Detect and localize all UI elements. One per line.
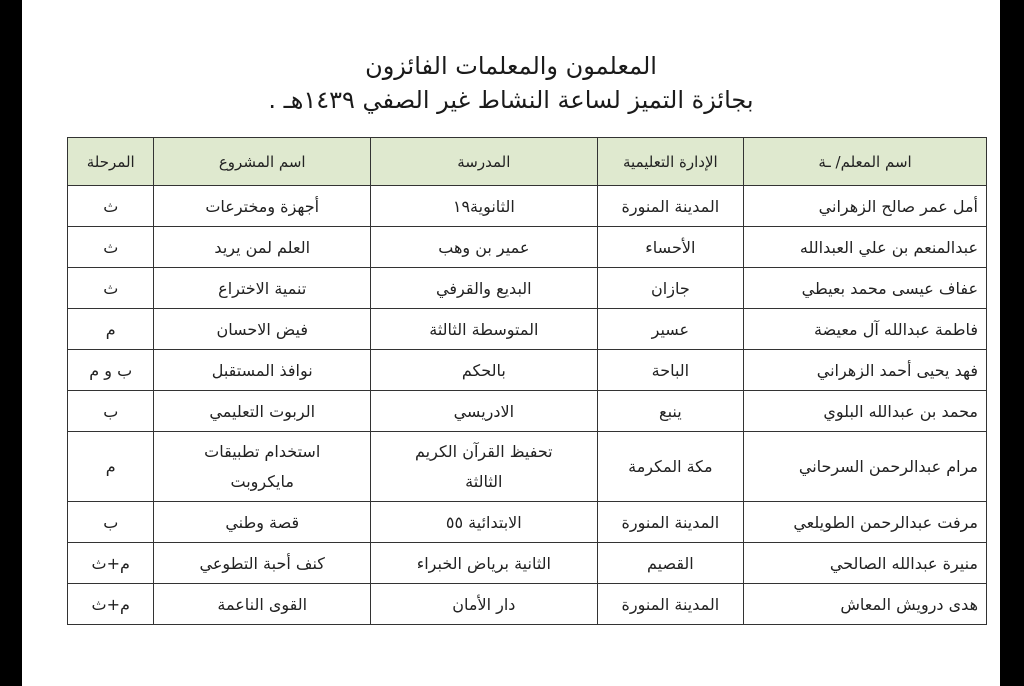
cell-name: هدى درويش المعاش	[744, 584, 987, 625]
table-row	[68, 502, 987, 543]
cell-project: أجهزة ومخترعات	[154, 186, 371, 227]
cell-admin: المدينة المنورة	[597, 584, 743, 625]
cell-project-line: مايكروبت	[230, 471, 294, 491]
cell-school: بالحكم	[370, 350, 597, 391]
cell-school: الثانوية١٩	[370, 186, 597, 227]
cell-school: المتوسطة الثالثة	[370, 309, 597, 350]
table-row	[68, 543, 987, 584]
cell-admin: عسير	[597, 309, 743, 350]
cell-stage: ب و م	[68, 350, 154, 391]
cell-admin: ينبع	[597, 391, 743, 432]
cell-name: فهد يحيى أحمد الزهراني	[744, 350, 987, 391]
document-page	[22, 0, 1000, 686]
table-row	[68, 350, 987, 391]
cell-name: فاطمة عبدالله آل معيضة	[744, 309, 987, 350]
table-row	[68, 268, 987, 309]
cell-name: مرام عبدالرحمن السرحاني	[744, 432, 987, 502]
document-title: المعلمون والمعلمات الفائزون	[365, 52, 657, 80]
cell-stage: ب	[68, 502, 154, 543]
table-row	[68, 186, 987, 227]
table-row	[68, 584, 987, 625]
cell-admin: مكة المكرمة	[597, 432, 743, 502]
cell-name: مرفت عبدالرحمن الطويلعي	[744, 502, 987, 543]
cell-admin: القصيم	[597, 543, 743, 584]
cell-name: محمد بن عبدالله البلوي	[744, 391, 987, 432]
cell-admin: المدينة المنورة	[597, 186, 743, 227]
cell-school: عمير بن وهب	[370, 227, 597, 268]
cell-stage: م+ث	[68, 584, 154, 625]
cell-project: العلم لمن يريد	[154, 227, 371, 268]
cell-school: دار الأمان	[370, 584, 597, 625]
cell-stage: ث	[68, 227, 154, 268]
cell-admin: الباحة	[597, 350, 743, 391]
cell-project	[154, 432, 371, 502]
table-row	[68, 309, 987, 350]
cell-stage: ث	[68, 186, 154, 227]
cell-stage: ب	[68, 391, 154, 432]
cell-admin: الأحساء	[597, 227, 743, 268]
cell-name: عبدالمنعم بن علي العبدالله	[744, 227, 987, 268]
cell-admin: جازان	[597, 268, 743, 309]
header-name: اسم المعلم/ ـة	[744, 138, 987, 186]
cell-project: كنف أحبة التطوعي	[154, 543, 371, 584]
cell-project: نوافذ المستقبل	[154, 350, 371, 391]
cell-project: فيض الاحسان	[154, 309, 371, 350]
table-row	[68, 391, 987, 432]
cell-stage: م+ث	[68, 543, 154, 584]
cell-project: قصة وطني	[154, 502, 371, 543]
cell-stage: ث	[68, 268, 154, 309]
cell-school: الثانية برياض الخبراء	[370, 543, 597, 584]
header-school: المدرسة	[370, 138, 597, 186]
cell-project: الربوت التعليمي	[154, 391, 371, 432]
winners-table	[67, 137, 987, 625]
cell-school	[370, 432, 597, 502]
cell-name: عفاف عيسى محمد بعيطي	[744, 268, 987, 309]
cell-admin: المدينة المنورة	[597, 502, 743, 543]
cell-stage: م	[68, 309, 154, 350]
cell-stage: م	[68, 432, 154, 502]
document-subtitle: بجائزة التميز لساعة النشاط غير الصفي ١٤٣٩هـ .	[268, 86, 754, 114]
cell-school-line: تحفيظ القرآن الكريم	[415, 441, 553, 461]
header-project: اسم المشروع	[154, 138, 371, 186]
cell-name: أمل عمر صالح الزهراني	[744, 186, 987, 227]
cell-school-line: الثالثة	[465, 471, 503, 491]
table-header-row	[68, 138, 987, 186]
table-row	[68, 227, 987, 268]
cell-school: الادريسي	[370, 391, 597, 432]
cell-project: تنمية الاختراع	[154, 268, 371, 309]
table-row	[68, 432, 987, 502]
header-stage: المرحلة	[68, 138, 154, 186]
cell-name: منيرة عبدالله الصالحي	[744, 543, 987, 584]
cell-school: البديع والقرفي	[370, 268, 597, 309]
cell-project: القوى الناعمة	[154, 584, 371, 625]
cell-project-line: استخدام تطبيقات	[204, 441, 321, 461]
header-admin: الإدارة التعليمية	[597, 138, 743, 186]
cell-school: الابتدائية ٥٥	[370, 502, 597, 543]
